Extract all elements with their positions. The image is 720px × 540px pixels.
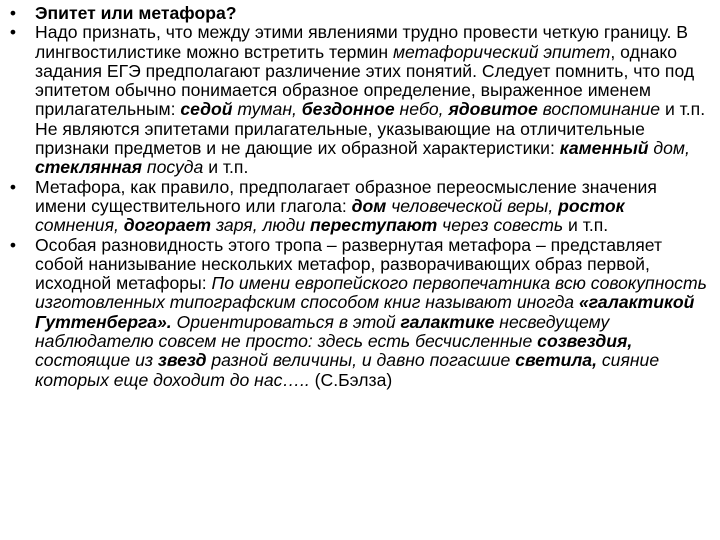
bullet-icon: •	[9, 176, 17, 197]
text-run: сомнения,	[35, 215, 124, 236]
text-run: дом,	[648, 138, 690, 159]
text-run: и т.п.	[563, 215, 609, 236]
bullet-text	[35, 177, 657, 236]
text-run: (С.Бэлза)	[309, 369, 393, 390]
bullet-item	[4, 4, 712, 23]
text-run: ядовитое	[448, 99, 538, 120]
text-run: каменный	[559, 138, 649, 159]
text-run: , однако задания ЕГЭ предполагают различение этих понятий. Следует помнить, что под эпитетом обычно понимается образное определение, выраженное именем прилагательным:	[35, 41, 695, 120]
bullet-icon: •	[9, 3, 17, 23]
text-run: По имени европейского первопечатника всю совокупность изготовленных типографским способом книг называют иногда	[35, 273, 707, 313]
bullet-icon: •	[9, 234, 17, 255]
bullet-item	[4, 23, 712, 177]
bullet-text	[35, 235, 707, 390]
text-run: созвездия,	[537, 331, 633, 352]
bullet-item	[4, 236, 712, 390]
text-run: стеклянная	[35, 157, 143, 178]
text-run: Метафора, как правило, предполагает образное переосмысление значения имени существительного или глагола:	[35, 176, 657, 216]
text-run: седой	[180, 99, 233, 120]
text-run: догорает	[123, 215, 212, 236]
bullet-text	[35, 3, 237, 23]
text-run: галактике	[400, 311, 495, 332]
text-run: воспоминание	[537, 99, 661, 120]
text-run: посуда	[142, 157, 204, 178]
text-run: «галактикой Гуттенберга».	[35, 292, 695, 332]
text-run: человеческой веры,	[386, 195, 559, 216]
text-run: росток	[558, 195, 625, 216]
bullet-item	[4, 178, 712, 236]
text-run: Особая разновидность этого тропа – развернутая метафора – представляет собой нанизывание нескольких метафор, разворачивающих образ первой, исходной метафоры:	[35, 234, 663, 294]
text-run: и т.п.	[203, 157, 249, 178]
text-run: сияние которых еще доходит до нас…..	[35, 350, 660, 390]
text-run: бездонное	[301, 99, 395, 120]
text-run: дом	[351, 195, 387, 216]
text-run: через совесть	[437, 215, 564, 236]
bullet-icon: •	[9, 22, 17, 43]
text-run: разной величины, и давно погасшие	[206, 350, 516, 371]
text-run: светила,	[515, 350, 597, 371]
text-run: небо,	[394, 99, 449, 120]
text-run: переступают	[310, 215, 438, 236]
text-run: туман,	[232, 99, 297, 120]
text-run: несведущему наблюдателю совсем не просто: здесь есть бесчисленные	[35, 311, 610, 352]
bullet-list	[4, 4, 712, 390]
text-run: Эпитет или метафора?	[35, 3, 237, 23]
text-run: звезд	[157, 350, 207, 371]
text-run: состоящие из	[35, 350, 158, 371]
text-run: метафорический эпитет	[392, 41, 611, 62]
text-run: Ориентироваться в этой	[171, 311, 401, 332]
text-run: заря, люди	[211, 215, 311, 236]
text-run: Надо признать, что между этими явлениями трудно провести четкую границу. В лингвостилистике можно встретить термин	[35, 22, 689, 62]
text-run: и т.п. Не являются эпитетами прилагательные, указывающие на отличительные признаки предметов и не дающие их образной характеристики:	[35, 99, 706, 159]
bullet-text	[35, 22, 705, 177]
